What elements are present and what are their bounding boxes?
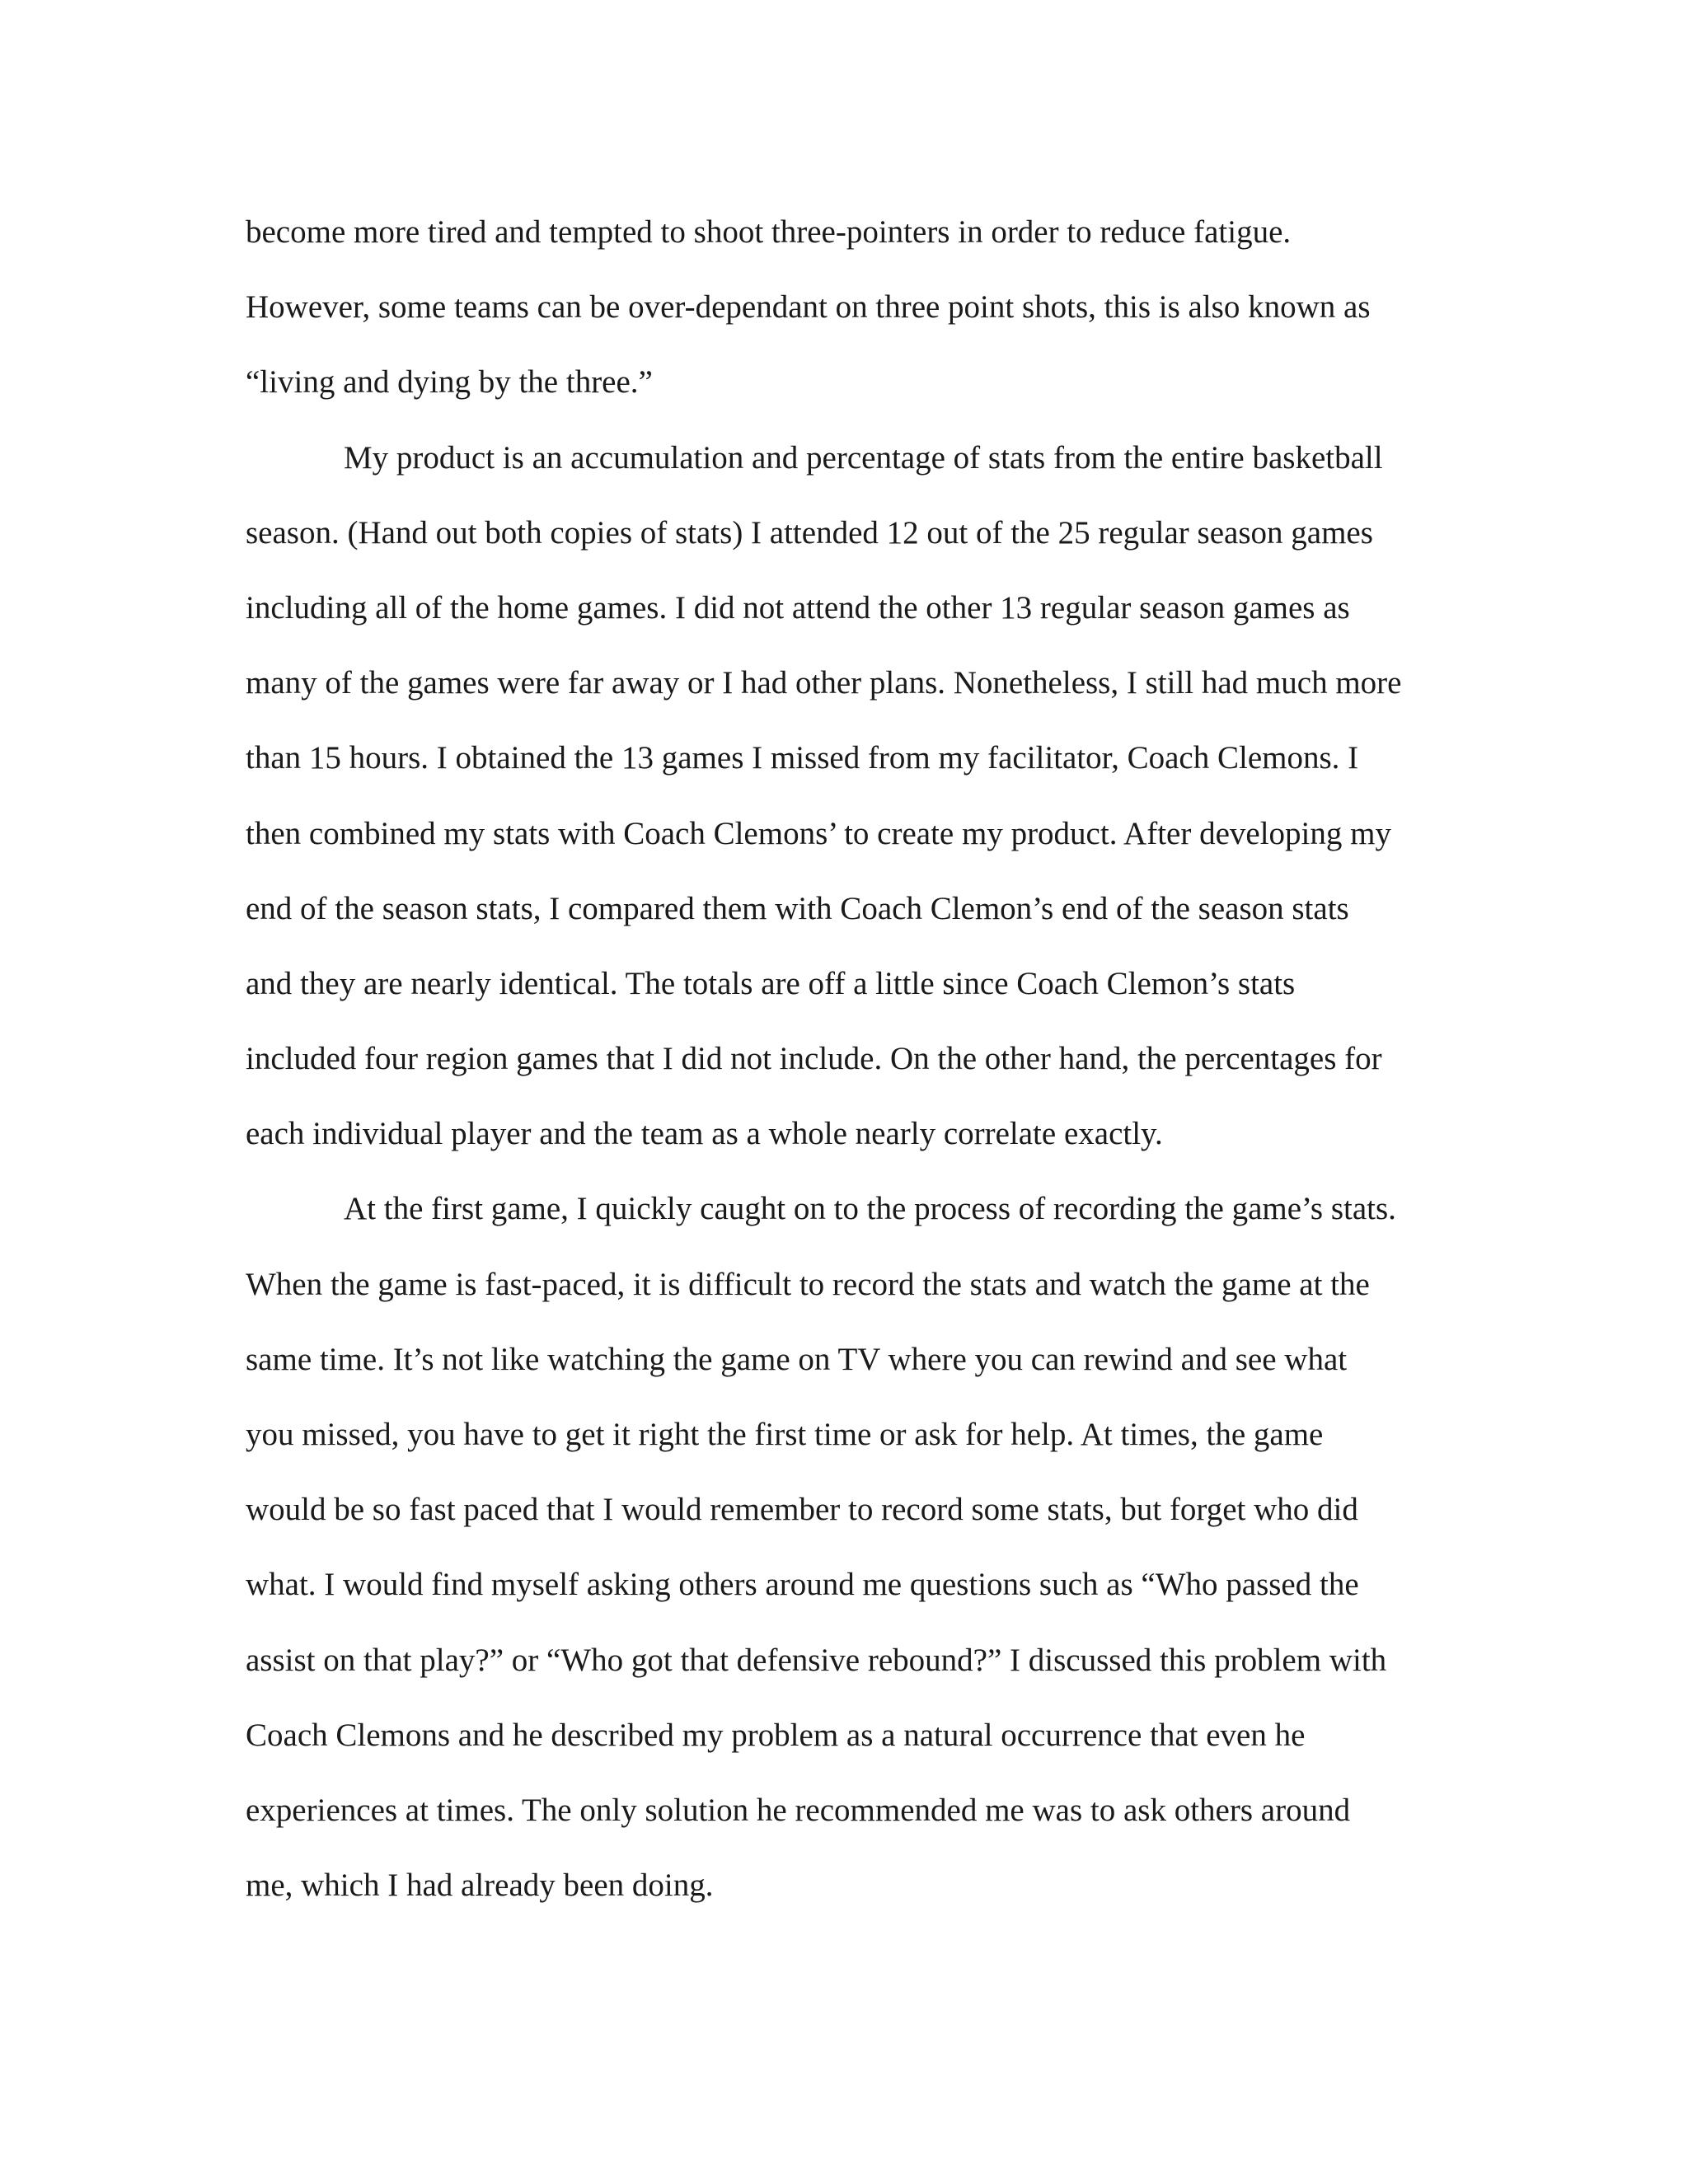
text-line: “living and dying by the three.” xyxy=(246,364,653,401)
text-line: season. (Hand out both copies of stats) I attended 12 out of the 25 regular season games xyxy=(246,514,1373,551)
text-line: become more tired and tempted to shoot three-pointers in order to reduce fatigue. xyxy=(246,214,1292,250)
document-body xyxy=(246,194,1449,1923)
text-line: what. I would find myself asking others around me questions such as “Who passed the xyxy=(246,1567,1359,1603)
text-line: then combined my stats with Coach Clemons’ to create my product. After developing my xyxy=(246,815,1391,851)
text-line: than 15 hours. I obtained the 13 games I missed from my facilitator, Coach Clemons. I xyxy=(246,740,1359,776)
text-line: assist on that play?” or “Who got that defensive rebound?” I discussed this problem with xyxy=(246,1642,1387,1678)
text-line: end of the season stats, I compared them with Coach Clemon’s end of the season stats xyxy=(246,890,1349,926)
text-line: However, some teams can be over-dependant on three point shots, this is also known as xyxy=(246,289,1371,326)
text-line: When the game is fast-paced, it is difficult to record the stats and watch the game at the xyxy=(246,1266,1370,1302)
paragraph-first-line: At the first game, I quickly caught on to the process of recording the game’s stats. xyxy=(344,1191,1396,1227)
paragraph-first-line: My product is an accumulation and percentage of stats from the entire basketball xyxy=(344,439,1383,476)
text-line: Coach Clemons and he described my problem as a natural occurrence that even he xyxy=(246,1717,1306,1753)
text-line: many of the games were far away or I had other plans. Nonetheless, I still had much more xyxy=(246,665,1402,701)
text-line: same time. It’s not like watching the game on TV where you can rewind and see what xyxy=(246,1341,1348,1377)
text-line: including all of the home games. I did not attend the other 13 regular season games as xyxy=(246,589,1350,626)
text-line: included four region games that I did not include. On the other hand, the percentages for xyxy=(246,1041,1382,1077)
text-line: and they are nearly identical. The totals are off a little since Coach Clemon’s stats xyxy=(246,965,1296,1001)
text-line: me, which I had already been doing. xyxy=(246,1868,714,1904)
text-line: each individual player and the team as a whole nearly correlate exactly. xyxy=(246,1116,1163,1152)
text-line: you missed, you have to get it right the first time or ask for help. At times, the game xyxy=(246,1417,1324,1452)
text-line: would be so fast paced that I would remember to record some stats, but forget who did xyxy=(246,1492,1358,1528)
text-line: experiences at times. The only solution he recommended me was to ask others around xyxy=(246,1792,1351,1828)
